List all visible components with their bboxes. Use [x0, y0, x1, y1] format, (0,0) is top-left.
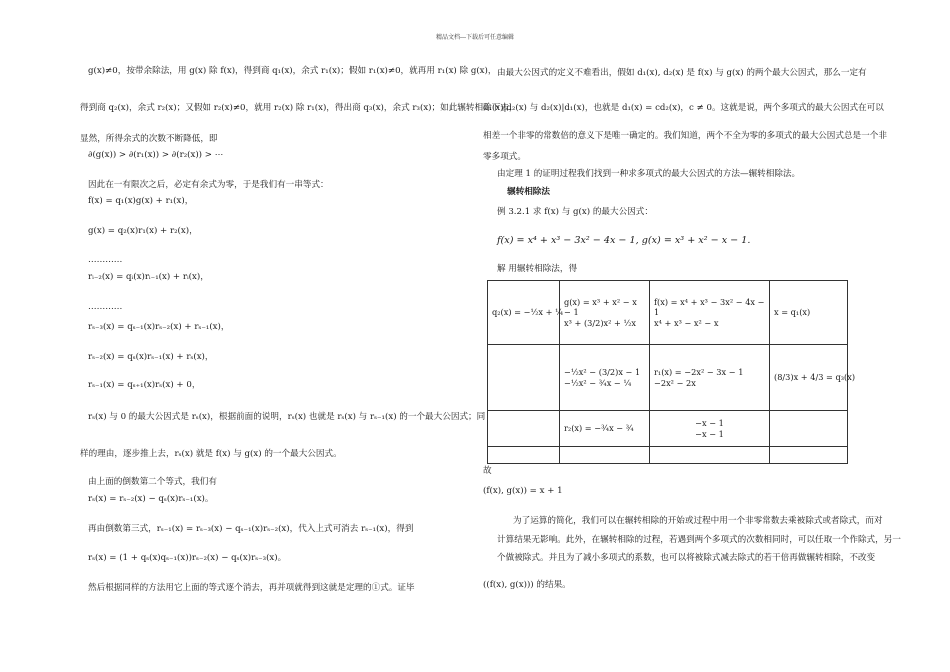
cell-text: r₂(x) = −¾x − ¾ — [564, 423, 634, 434]
text-line: 计算结果无影响。此外，在辗转相除的过程，若遇到两个多项式的次数相同时，可以任取一个作除式，另一 — [497, 535, 901, 545]
text-line: 为了运算的简化，我们可以在辗转相除的开始或过程中用一个非零常数去乘被除式或者除式，而对 — [513, 516, 883, 526]
table-cell — [488, 447, 560, 464]
text-line: 相差一个非零的常数倍的意义下是唯一确定的。我们知道，两个不全为零的多项式的最大公因式总是一个非 — [483, 131, 887, 141]
text-line: 零多项式。 — [483, 152, 526, 162]
example-formula: f(x) = x⁴ + x³ − 3x² − 4x − 1, g(x) = x³ + x² − x − 1. — [497, 235, 751, 246]
euclid-table — [487, 280, 856, 464]
text-line: 由最大公因式的定义不难看出，假如 d₁(x), d₂(x) 是 f(x) 与 g(x) 的两个最大公因式，那么一定有 — [497, 68, 867, 78]
formula: ∂(g(x)) > ∂(r₁(x)) > ∂(r₂(x)) > ⋯ — [88, 150, 224, 160]
cell-text: f(x) = x⁴ + x³ − 3x² − 4x − 1 x⁴ + x³ − x² − x — [654, 297, 765, 328]
cell-text: x = q₁(x) — [774, 307, 811, 318]
formula: g(x) = q₂(x)r₁(x) + r₂(x)， — [88, 226, 198, 236]
table-row — [488, 447, 848, 464]
text-line: 显然，所得余式的次数不断降低，即 — [80, 134, 218, 144]
formula: rᵢ₋₂(x) = qᵢ(x)rᵢ₋₁(x) + rᵢ(x)， — [88, 272, 209, 282]
text-line: ((f(x), g(x))) 的结果。 — [483, 580, 571, 590]
text-line: 由定理 1 的证明过程我们找到一种求多项式的最大公因式的方法—辗转相除法。 — [497, 169, 801, 179]
cell-text: q₂(x) = −½x + ¼ — [492, 307, 564, 318]
table-cell — [770, 447, 848, 464]
text-line: 由上面的倒数第二个等式，我们有 — [88, 477, 217, 487]
text-line: d₁(x)|d₂(x) 与 d₂(x)|d₁(x)，也就是 d₁(x) = cd₂(x)，c ≠ 0。这就是说，两个多项式的最大公因式在可以 — [483, 103, 884, 113]
formula: rₛ(x) = (1 + qₛ(x)qₛ₋₁(x))rₛ₋₂(x) − qₛ(x)rₛ₋₃(x)。 — [88, 553, 287, 563]
table-cell — [488, 281, 564, 345]
table-cell — [560, 345, 650, 411]
table-cell — [560, 411, 650, 447]
page-header: 精品文档---下载后可任意编辑 — [435, 34, 515, 41]
table-cell — [770, 281, 848, 345]
table-cell — [770, 345, 856, 411]
table-row — [488, 411, 848, 447]
gcd-result: (f(x), g(x)) = x + 1 — [483, 486, 563, 496]
table-cell — [650, 447, 770, 464]
table-cell — [650, 345, 770, 411]
text-line: 因此在一有限次之后，必定有余式为零，于是我们有一串等式： — [88, 180, 329, 190]
table-cell — [560, 447, 650, 464]
table-cell — [488, 411, 560, 447]
table-row — [488, 281, 848, 345]
text-line: 然后根据同样的方法用它上面的等式逐个消去，再并项就得到这就是定理的①式。证毕 — [88, 583, 415, 593]
ellipsis-line: ………… — [88, 255, 123, 265]
table-cell — [650, 411, 770, 447]
text-line: 样的理由，逐步推上去，rₛ(x) 就是 f(x) 与 g(x) 的一个最大公因式。 — [80, 449, 342, 459]
cell-text: g(x) = x³ + x² − x − 1 x³ + (3/2)x² + ½x — [564, 297, 637, 328]
text-line: 再由倒数第三式，rₛ₋₁(x) = rₛ₋₃(x) − qₛ₋₁(x)rₛ₋₂(x)，代入上式可消去 rₛ₋₁(x)，得到 — [88, 524, 414, 534]
table-cell — [560, 281, 650, 345]
table-cell — [770, 411, 848, 447]
formula: rₛ₋₃(x) = qₛ₋₁(x)rₛ₋₂(x) + rₛ₋₁(x)， — [88, 322, 230, 332]
cell-text: (8/3)x + 4/3 = q₃(x) — [774, 372, 856, 383]
cell-text: −½x² − (3/2)x − 1 −½x² − ¾x − ¼ — [564, 367, 641, 388]
solution-text: 解 用辗转相除法，得 — [497, 264, 578, 274]
formula: rₛ(x) = rₛ₋₂(x) − qₛ(x)rₛ₋₁(x)。 — [88, 494, 214, 504]
formula: f(x) = q₁(x)g(x) + r₁(x)， — [88, 196, 194, 206]
formula: rₛ₋₁(x) = qₛ₊₁(x)rₛ(x) + 0， — [88, 380, 201, 390]
text-line: 个做被除式。并且为了减小多项式的系数，也可以将被除式减去除式的若干倍再做辗转相除，不改变 — [497, 553, 876, 563]
table-cell — [488, 345, 560, 411]
text-line: g(x)≠0，按带余除法，用 g(x) 除 f(x)，得到商 q₁(x)，余式 r₁(x)；假如 r₁(x)≠0，就再用 r₁(x) 除 g(x)， — [88, 66, 497, 76]
formula: rₛ₋₂(x) = qₛ(x)rₛ₋₁(x) + rₛ(x)， — [88, 352, 214, 362]
section-heading: 辗转相除法 — [507, 187, 550, 197]
text-line: rₛ(x) 与 0 的最大公因式是 rₛ(x)，根据前面的说明，rₛ(x) 也就是 rₛ(x) 与 rₛ₋₁(x) 的一个最大公因式；同 — [88, 412, 486, 422]
text-line: 得到商 q₂(x)，余式 r₂(x)；又假如 r₂(x)≠0，就用 r₂(x) 除 r₁(x)，得出商 q₃(x)，余式 r₃(x)；如此辗转相除下去， — [80, 103, 518, 113]
ellipsis-line: ………… — [88, 302, 123, 312]
cell-text: r₁(x) = −2x² − 3x − 1 −2x² − 2x — [654, 367, 744, 388]
table-cell — [650, 281, 770, 345]
table-row — [488, 345, 848, 411]
cell-text: −x − 1 −x − 1 — [695, 418, 724, 439]
text-line: 故 — [483, 466, 492, 476]
example-title: 例 3.2.1 求 f(x) 与 g(x) 的最大公因式： — [497, 207, 653, 217]
